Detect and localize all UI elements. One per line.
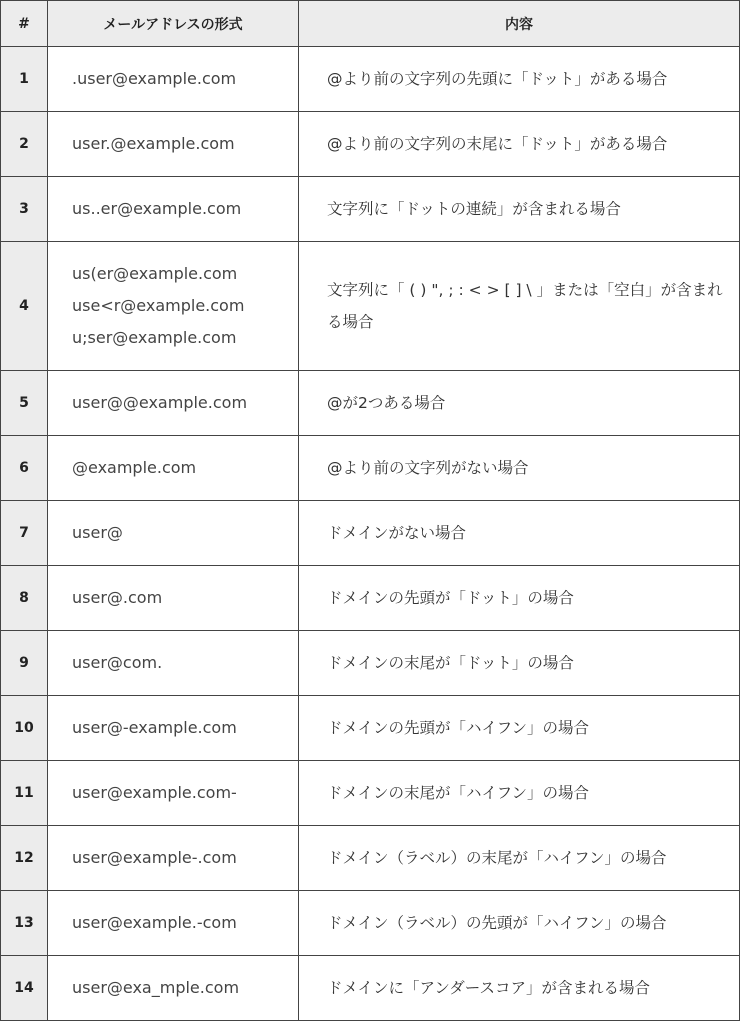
header-description: 内容 xyxy=(299,1,740,47)
email-format: @example.com xyxy=(72,458,197,477)
table-row xyxy=(1,826,740,891)
table-row xyxy=(1,696,740,761)
description-cell: ドメインの先頭が「ドット」の場合 xyxy=(299,566,740,631)
email-format-cell xyxy=(48,436,299,501)
email-format-cell xyxy=(48,891,299,956)
table-row xyxy=(1,501,740,566)
email-format: user@-example.com xyxy=(72,718,237,737)
table-row xyxy=(1,566,740,631)
description-cell: 文字列に「 ( ) ", ; : < > [ ] \ 」または「空白」が含まれる場合 xyxy=(299,242,740,371)
description-cell: @より前の文字列の先頭に「ドット」がある場合 xyxy=(299,47,740,112)
table-header xyxy=(1,1,740,47)
table-row xyxy=(1,371,740,436)
row-number: 1 xyxy=(1,47,48,112)
table-row xyxy=(1,47,740,112)
email-format: user@com. xyxy=(72,653,163,672)
email-format: us(er@example.com xyxy=(72,264,238,283)
email-format: user@example.com- xyxy=(72,783,237,802)
email-format-cell xyxy=(48,631,299,696)
email-format: user@ xyxy=(72,523,123,542)
description-cell: @が2つある場合 xyxy=(299,371,740,436)
row-number: 10 xyxy=(1,696,48,761)
email-format-cell xyxy=(48,112,299,177)
header-number: # xyxy=(1,1,48,47)
table-row xyxy=(1,112,740,177)
description-cell: ドメインの末尾が「ハイフン」の場合 xyxy=(299,761,740,826)
email-format: .user@example.com xyxy=(72,69,237,88)
email-format: user@example.-com xyxy=(72,913,237,932)
description-cell: ドメインの末尾が「ドット」の場合 xyxy=(299,631,740,696)
email-format-cell xyxy=(48,761,299,826)
email-format: user@exa_mple.com xyxy=(72,978,240,997)
row-number: 12 xyxy=(1,826,48,891)
header-format: メールアドレスの形式 xyxy=(48,1,299,47)
table-row xyxy=(1,436,740,501)
table-row xyxy=(1,891,740,956)
description-cell: 文字列に「ドットの連続」が含まれる場合 xyxy=(299,177,740,242)
description-cell: ドメインの先頭が「ハイフン」の場合 xyxy=(299,696,740,761)
description-cell: ドメインに「アンダースコア」が含まれる場合 xyxy=(299,956,740,1021)
email-format: u;ser@example.com xyxy=(72,328,237,347)
table-row xyxy=(1,956,740,1021)
email-format-cell xyxy=(48,47,299,112)
row-number: 6 xyxy=(1,436,48,501)
email-format-cell xyxy=(48,826,299,891)
description-cell: ドメイン（ラベル）の先頭が「ハイフン」の場合 xyxy=(299,891,740,956)
row-number: 8 xyxy=(1,566,48,631)
row-number: 14 xyxy=(1,956,48,1021)
row-number: 13 xyxy=(1,891,48,956)
row-number: 2 xyxy=(1,112,48,177)
row-number: 3 xyxy=(1,177,48,242)
description-cell: @より前の文字列の末尾に「ドット」がある場合 xyxy=(299,112,740,177)
table-row xyxy=(1,631,740,696)
email-format-cell xyxy=(48,177,299,242)
email-format: user@.com xyxy=(72,588,163,607)
email-format: us..er@example.com xyxy=(72,199,242,218)
email-format-cell xyxy=(48,696,299,761)
email-format: use<r@example.com xyxy=(72,296,245,315)
table-row xyxy=(1,177,740,242)
email-format-cell xyxy=(48,371,299,436)
description-cell: @より前の文字列がない場合 xyxy=(299,436,740,501)
row-number: 7 xyxy=(1,501,48,566)
row-number: 5 xyxy=(1,371,48,436)
email-format: user.@example.com xyxy=(72,134,235,153)
email-format: user@example-.com xyxy=(72,848,237,867)
header-row xyxy=(1,1,740,47)
email-format-cell xyxy=(48,242,299,371)
email-format: user@@example.com xyxy=(72,393,248,412)
table-row xyxy=(1,761,740,826)
description-cell: ドメイン（ラベル）の末尾が「ハイフン」の場合 xyxy=(299,826,740,891)
table-body xyxy=(1,47,740,1021)
email-format-cell xyxy=(48,566,299,631)
email-format-cell xyxy=(48,501,299,566)
table-row xyxy=(1,242,740,371)
description-cell: ドメインがない場合 xyxy=(299,501,740,566)
row-number: 11 xyxy=(1,761,48,826)
email-format-cell xyxy=(48,956,299,1021)
row-number: 9 xyxy=(1,631,48,696)
row-number: 4 xyxy=(1,242,48,371)
